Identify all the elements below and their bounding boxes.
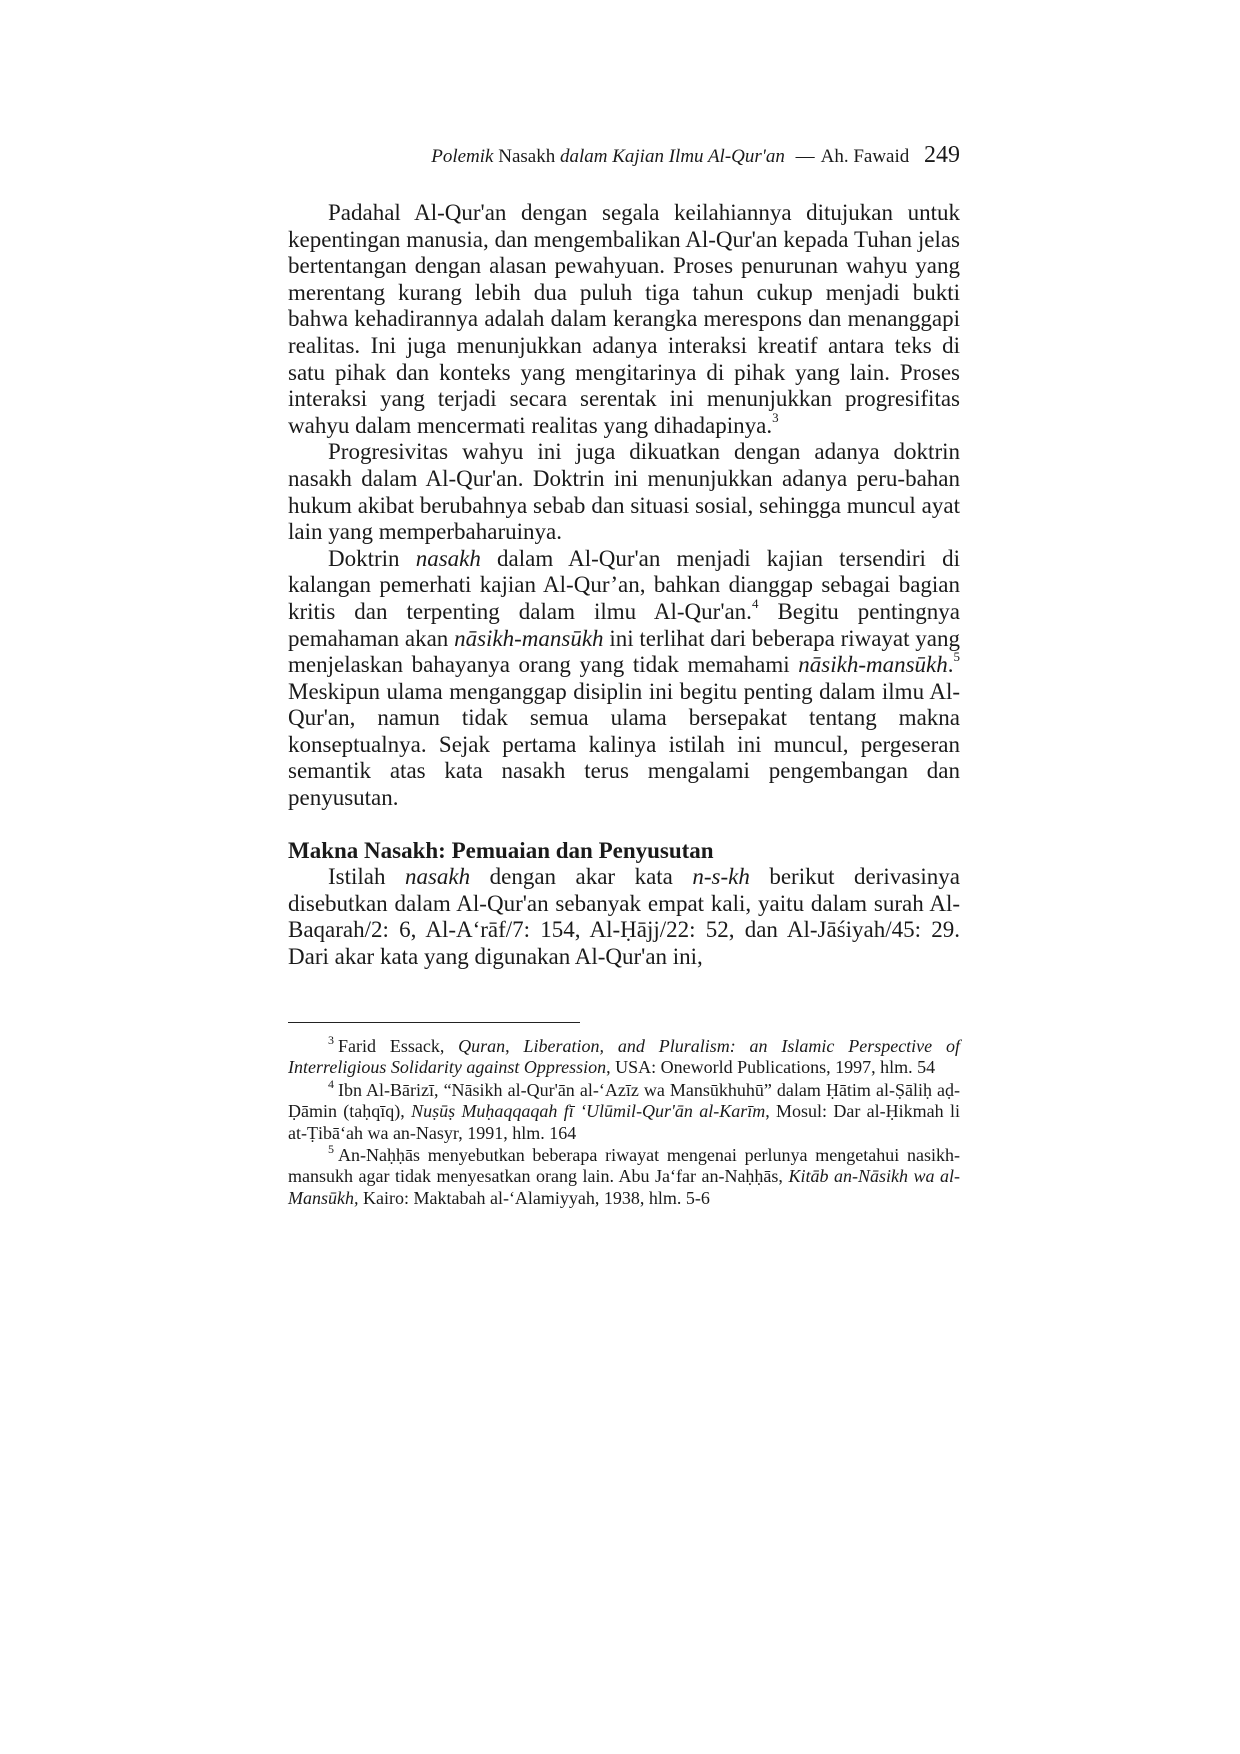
paragraph-3-term: nasakh [415,545,481,571]
paragraph-1 [288,200,960,439]
paragraph-3-term: nāsikh-mansūkh [454,625,604,651]
footnote-ref-3[interactable]: 3 [772,410,779,426]
footnote-text: An-Naḥḥās menyebutkan beberapa riwayat mengenai perlunya mengetahui nasikh-mansukh agar tidak menyesatkan orang lain. Abu Ja‘far an-Naḥḥās, [288,1145,960,1187]
footnote-ref-5[interactable]: 5 [953,649,960,665]
running-header [288,140,960,172]
paragraph-2-text: Progresivitas wahyu ini juga dikuatkan dengan adanya doktrin nasakh dalam Al-Qur'an. Doktrin ini menunjukkan adanya peru-bahan hukum akibat berubahnya sebab dan situasi sosial, sehingga muncul ayat lain yang memperbaharuinya. [288,439,960,545]
footnotes [288,1033,960,1210]
header-author: Ah. Fawaid [820,146,910,167]
footnote-title: Liberation, and Pluralism: an Islamic Perspective of Interreligious Solidarity against Oppression [288,1036,960,1078]
paragraph-4-text: dengan akar kata [470,864,693,890]
footnote-title: Quran [458,1036,506,1056]
paragraph-3-text: Doktrin [328,545,416,571]
footnote-ref-4[interactable]: 4 [751,596,759,612]
footnote-number: 3 [328,1033,334,1047]
footnote-title: Kitāb an-Nāsikh wa al-Mansūkh, [288,1166,960,1208]
section-heading: Makna Nasakh: Pemuaian dan Penyusutan [288,837,714,863]
header-dash: — [795,146,815,167]
paragraph-3-term: nāsikh-mansūkh [798,652,948,678]
footnote-4 [288,1076,960,1144]
footnote-text: , Mosul: Dar al-Ḥikmah li at-Ṭibā‘ah wa an-Nasyr, 1991, hlm. 164 [288,1101,960,1143]
footnote-text: Kairo: Maktabah al-‘Alamiyyah, 1938, hlm. 5-6 [358,1187,710,1208]
footnote-text: Ibn Al-Bārizī, “Nāsikh al-Qur'ān al-‘Azīz wa Mansūkhuhū” dalam Ḥātim al-Ṣāliḥ aḍ-Ḍāmin (taḥqīq), [288,1079,960,1122]
paragraph-3-text: Meskipun ulama menganggap disiplin ini begitu penting dalam ilmu Al-Qur'an, namun tidak semua ulama bersepakat tentang makna konseptualnya. Sejak pertama kalinya istilah ini muncul, pergeseran semantik atas kata nasakh terus mengalami pengembangan dan penyusutan. [288,678,960,811]
paragraph-3-text: dalam Al-Qur'an menjadi kajian tersendiri di kalangan pemerhati kajian Al-Qur’an, bahkan dianggap sebagai bagian kritis dan terpenting dalam ilmu Al-Qur'an. [288,545,960,624]
footnote-5 [288,1142,960,1209]
footnote-number: 4 [328,1076,334,1091]
header-title-word-3: dalam Kajian Ilmu Al-Qur'an [559,146,785,167]
paragraph-3-text: Begitu pentingnya pemahaman akan [288,598,960,651]
footnote-text: , [505,1036,524,1056]
page-number: 249 [924,142,960,168]
footnote-number: 5 [328,1142,334,1157]
paragraph-4-text: Istilah [328,864,405,890]
paragraph-3 [288,546,960,812]
footnote-text: Farid Essack, [338,1036,459,1056]
header-title-word-1: Polemik [431,146,494,167]
paragraph-4-term: nasakh [404,864,471,890]
footnote-divider [288,1022,580,1023]
footnote-title: Nuṣūṣ Muḥaqqaqah fī ‘Ulūmil-Qur'ān al-Karīm [411,1101,766,1122]
paragraph-4-text: berikut derivasinya disebutkan dalam Al-Qur'an sebanyak empat kali, yaitu dalam surah Al-Baqarah/2: 6, Al-A‘rāf/7: 154, Al-Ḥājj/22: 52, dan Al-Jāśiyah/45: 29. Dari akar kata yang digunakan Al-Qur'an ini, [288,864,960,970]
header-title-word-2: Nasakh [498,146,556,167]
paragraph-4-term: n-s-kh [692,864,750,890]
paragraph-1-text: Padahal Al-Qur'an dengan segala keilahiannya ditujukan untuk kepentingan manusia, dan mengembalikan Al-Qur'an kepada Tuhan jelas bertentangan dengan alasan pewahyuan. Proses penurunan wahyu yang merentang kurang lebih dua puluh tiga tahun cukup menjadi bukti bahwa kehadirannya adalah dalam kerangka merespons dan menanggapi realitas. Ini juga menunjukkan adanya interaksi kreatif antara teks di satu pihak dan konteks yang mengitarinya di pihak yang lain. Proses interaksi yang terjadi secara serentak ini menunjukkan progresifitas wahyu dalam mencermati realitas yang dihadapinya. [288,200,960,438]
paragraph-3-text: ini terlihat dari beberapa riwayat yang menjelaskan bahayanya orang yang tidak memahami [288,625,961,678]
footnote-3 [288,1033,960,1079]
paragraph-3-text: . [947,652,954,678]
footnote-text: , USA: Oneworld Publications, 1997, hlm. 54 [606,1057,936,1078]
paragraph-4 [288,864,960,970]
body-text [288,200,960,971]
paragraph-2 [288,439,960,545]
